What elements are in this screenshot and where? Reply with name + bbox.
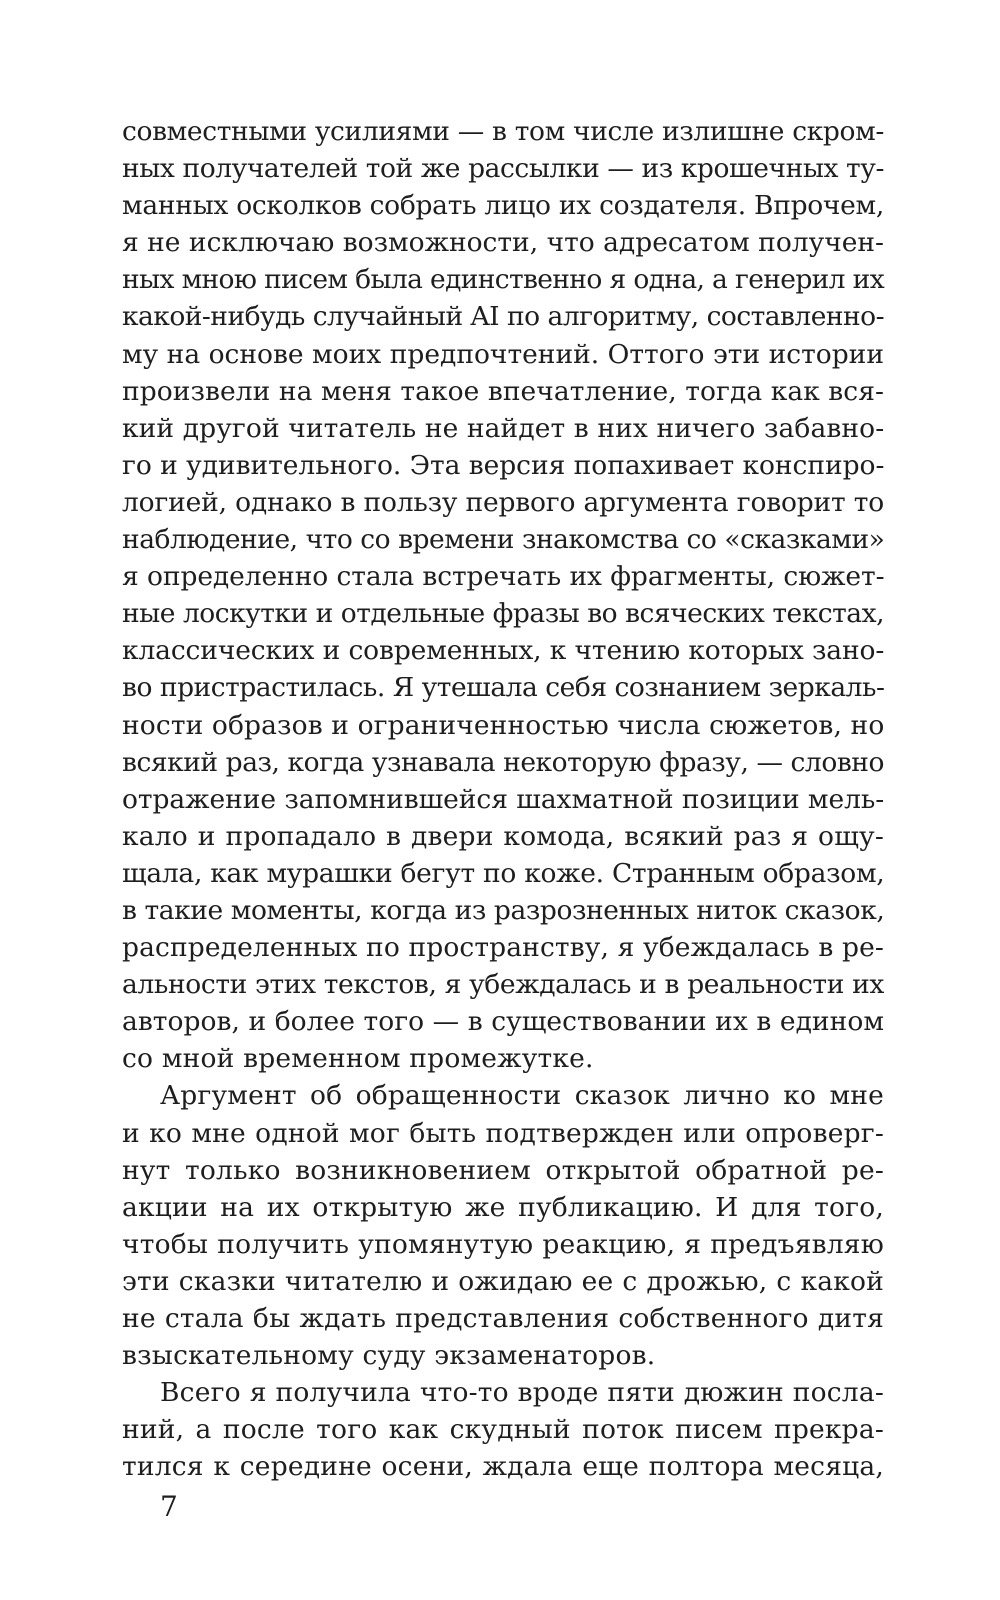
text-line: ных мною писем была единственно я одна, а генерил их bbox=[122, 264, 884, 296]
text-line: тился к середине осени, ждала еще полтора месяца, bbox=[122, 1451, 884, 1483]
text-line: совместными усилиями — в том числе излишне скром- bbox=[122, 116, 884, 147]
text-line: нут только возникновением открытой обратной ре- bbox=[122, 1154, 884, 1186]
body-text bbox=[122, 113, 884, 1485]
text-line: Всего я получила что-то вроде пяти дюжин посла- bbox=[160, 1377, 884, 1409]
text-line: со мной временном промежутке. bbox=[122, 1043, 594, 1075]
paragraph bbox=[122, 113, 884, 1077]
text-line: логией, однако в пользу первого аргумента говорит то bbox=[122, 486, 884, 518]
page-number: 7 bbox=[160, 1490, 178, 1523]
text-line: кий другой читатель не найдет в них ничего забавно- bbox=[122, 412, 885, 444]
text-line: произвели на меня такое впечатление, тогда как вся- bbox=[122, 375, 884, 407]
text-line: я определенно стала встречать их фрагменты, сюжет- bbox=[122, 561, 885, 593]
text-line: всякий раз, когда узнавала некоторую фразу, — словно bbox=[122, 746, 884, 778]
text-line: наблюдение, что со времени знакомства со «сказками» bbox=[122, 524, 885, 556]
text-line: ные лоскутки и отдельные фразы во всяческих текстах, bbox=[122, 598, 884, 630]
paragraph bbox=[122, 1077, 884, 1374]
text-line: отражение запомнившейся шахматной позиции мель- bbox=[122, 783, 885, 815]
text-line: в такие моменты, когда из разрозненных ниток сказок, bbox=[122, 894, 885, 926]
text-line: ности образов и ограниченностью числа сюжетов, но bbox=[122, 709, 885, 741]
text-line: манных осколков собрать лицо их создателя. Впрочем, bbox=[122, 190, 884, 222]
text-line: распределенных по пространству, я убеждалась в ре- bbox=[122, 932, 884, 964]
text-line: какой-нибудь случайный AI по алгоритму, составленно- bbox=[122, 301, 884, 333]
text-line: эти сказки читателю и ожидаю ее с дрожью, с какой bbox=[122, 1265, 884, 1297]
text-line: во пристрастилась. Я утешала себя сознанием зеркаль- bbox=[122, 672, 885, 704]
text-line: го и удивительного. Эта версия попахивает конспиро- bbox=[122, 449, 885, 481]
text-line: не стала бы ждать представления собственного дитя bbox=[122, 1303, 884, 1334]
text-line: классических и современных, к чтению которых зано- bbox=[122, 635, 885, 667]
text-line: авторов, и более того — в существовании их в едином bbox=[122, 1006, 884, 1038]
text-line: ных получателей той же рассылки — из крошечных ту- bbox=[122, 153, 884, 185]
text-line: акции на их открытую же публикацию. И для того, bbox=[122, 1191, 884, 1223]
text-line: ний, а после того как скудный поток писем прекра- bbox=[122, 1414, 884, 1446]
text-line: чтобы получить упомянутую реакцию, я предъявляю bbox=[122, 1228, 884, 1260]
text-line: кало и пропадало в двери комода, всякий раз я ощу- bbox=[122, 820, 884, 852]
text-line: му на основе моих предпочтений. Оттого эти истории bbox=[122, 338, 884, 370]
text-line: и ко мне одной мог быть подтвержден или опроверг- bbox=[122, 1117, 884, 1149]
paragraph bbox=[122, 1374, 884, 1485]
text-line: альности этих текстов, я убеждалась и в реальности их bbox=[122, 969, 884, 1001]
text-line: взыскательному суду экзаменаторов. bbox=[122, 1340, 656, 1372]
text-line: Аргумент об обращенности сказок лично ко мне bbox=[160, 1080, 884, 1112]
text-line: я не исключаю возможности, что адресатом получен- bbox=[122, 227, 884, 259]
text-line: щала, как мурашки бегут по коже. Странным образом, bbox=[122, 857, 885, 889]
